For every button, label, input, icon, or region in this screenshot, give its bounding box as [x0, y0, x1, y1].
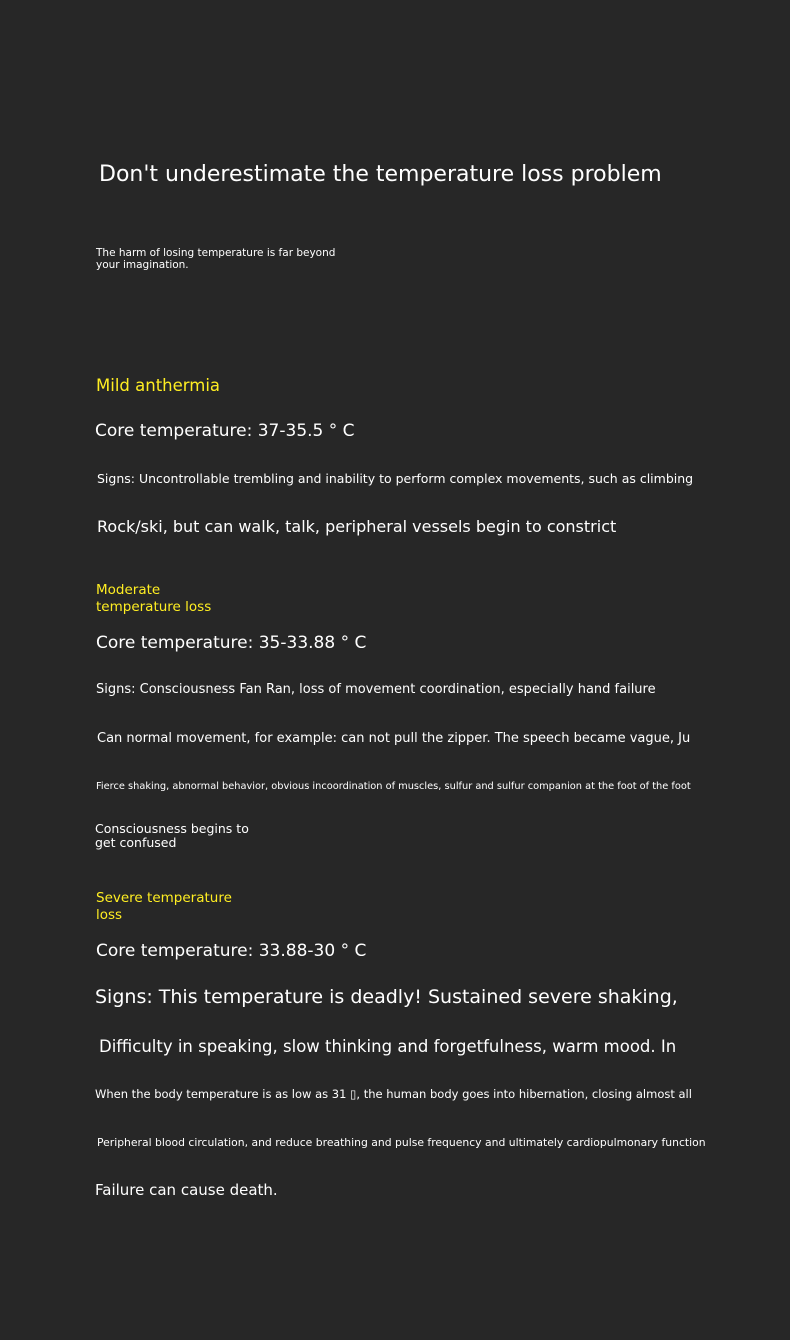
severe-signs-line-4: Peripheral blood circulation, and reduce breathing and pulse frequency and ultimately cardiopulmonary function — [97, 1136, 706, 1149]
moderate-signs-line-1: Signs: Consciousness Fan Ran, loss of movement coordination, especially hand failure — [96, 682, 656, 697]
severe-core-temperature: Core temperature: 33.88-30 ° C — [96, 941, 367, 961]
moderate-section-heading: Moderate temperature loss — [96, 582, 212, 615]
severe-signs-line-1: Signs: This temperature is deadly! Sustained severe shaking, — [95, 986, 678, 1008]
severe-signs-line-3: When the body temperature is as low as 31 ▯, the human body goes into hibernation, closing almost all — [95, 1087, 692, 1101]
mild-section-heading: Mild anthermia — [96, 376, 221, 395]
severe-signs-line-2: Difficulty in speaking, slow thinking and forgetfulness, warm mood. In — [99, 1037, 677, 1056]
mild-signs-line-1: Signs: Uncontrollable trembling and inability to perform complex movements, such as climbing — [97, 471, 694, 486]
severe-signs-line-5: Failure can cause death. — [95, 1181, 278, 1199]
mild-signs-line-2: Rock/ski, but can walk, talk, peripheral vessels begin to constrict — [97, 517, 617, 536]
moderate-core-temperature: Core temperature: 35-33.88 ° C — [96, 633, 367, 653]
moderate-signs-line-4: Consciousness begins to get confused — [95, 821, 249, 850]
moderate-signs-line-3: Fierce shaking, abnormal behavior, obvious incoordination of muscles, sulfur and sulfur companion at the foot of the foot — [96, 781, 691, 792]
moderate-signs-line-2: Can normal movement, for example: can not pull the zipper. The speech became vague, Ju — [97, 731, 691, 746]
mild-core-temperature: Core temperature: 37-35.5 ° C — [95, 421, 355, 441]
severe-section-heading: Severe temperature loss — [96, 890, 232, 923]
page-subtitle: The harm of losing temperature is far beyond your imagination. — [96, 247, 336, 271]
page-title: Don't underestimate the temperature loss problem — [99, 162, 662, 187]
